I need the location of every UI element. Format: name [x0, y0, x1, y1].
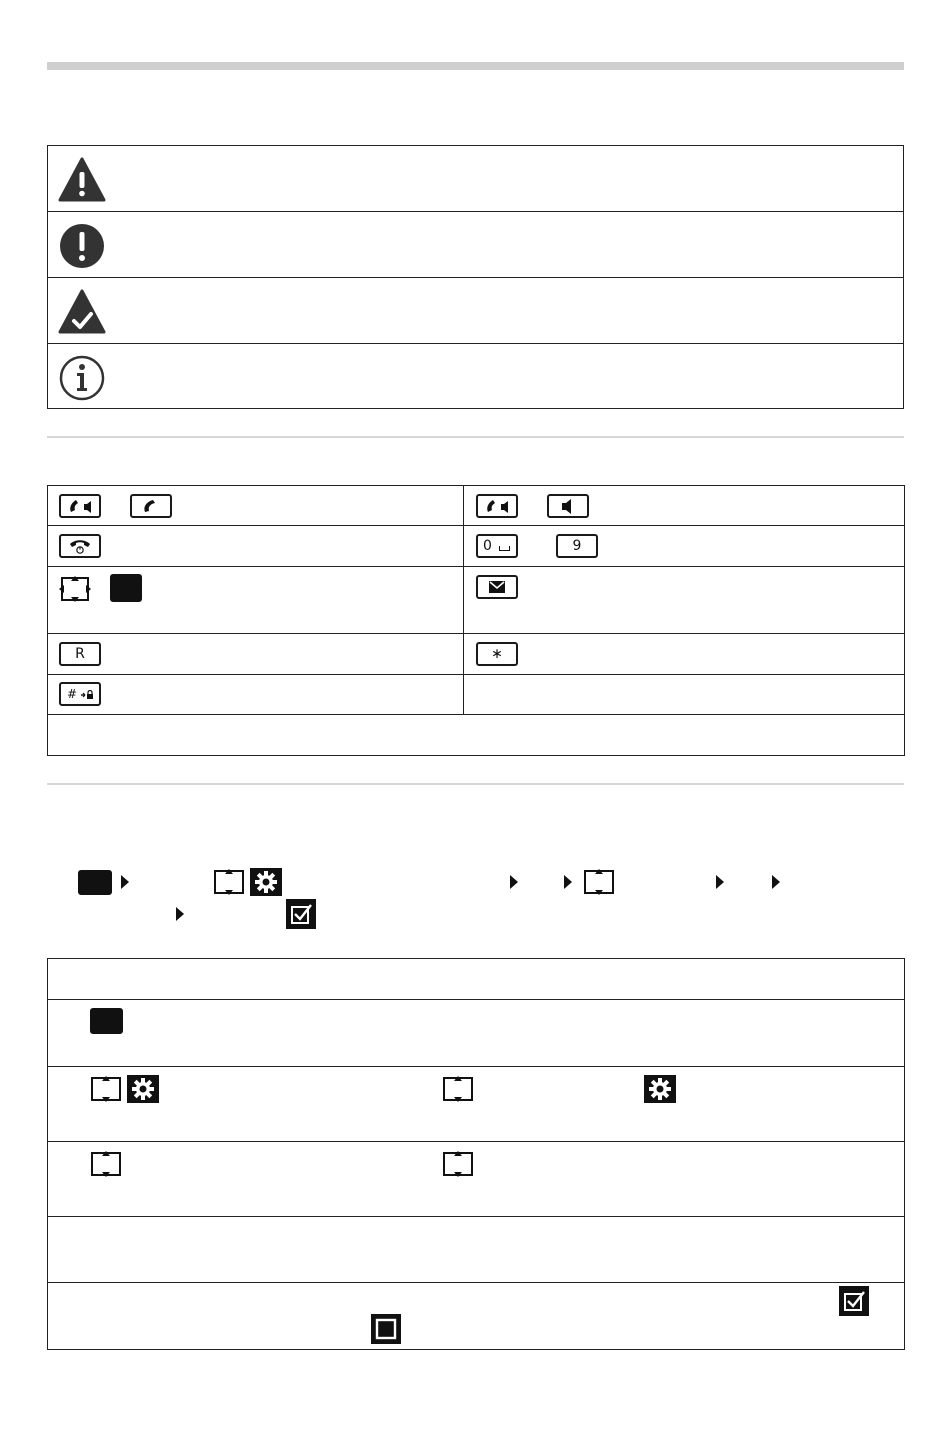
procedure-row [48, 1000, 904, 1067]
important-circle-icon [57, 221, 107, 271]
speaker-key-icon [547, 494, 589, 518]
arrow-right-icon [121, 875, 129, 889]
key-cell [48, 567, 464, 633]
navigation-key-icon [213, 868, 245, 896]
key-cell [48, 634, 464, 674]
key-label: 0 [483, 538, 492, 554]
procedure-row [48, 1067, 904, 1142]
section-rule [47, 436, 904, 438]
menu-key-icon [90, 1008, 123, 1034]
menu-key-icon [78, 870, 112, 895]
key-cell [464, 675, 904, 714]
message-key-icon [476, 575, 518, 599]
talk-key-icon [130, 494, 172, 518]
arrow-right-icon [772, 875, 780, 889]
star-key-icon [476, 642, 518, 666]
notice-row-important [48, 212, 903, 278]
key-row [48, 526, 904, 567]
key-cell [48, 675, 464, 714]
info-circle-icon [57, 353, 107, 403]
settings-gear-icon [250, 868, 282, 896]
navigation-key-icon [583, 868, 615, 896]
key-cell [464, 567, 904, 633]
checkbox-unchecked-icon [371, 1314, 401, 1344]
talk-handsfree-key-icon [59, 494, 101, 518]
key-row [48, 567, 904, 634]
key-cell [48, 526, 464, 566]
arrow-right-icon [716, 875, 724, 889]
key-row [48, 634, 904, 675]
navigation-key-icon [90, 1075, 122, 1103]
arrow-right-icon [510, 875, 518, 889]
key-cell [464, 486, 904, 525]
navigation-key-icon [442, 1150, 474, 1178]
menu-key-icon [110, 574, 142, 602]
arrow-right-icon [564, 875, 572, 889]
navigation-key-icon [90, 1150, 122, 1178]
notice-symbols-table [47, 145, 904, 409]
end-call-key-icon [59, 534, 101, 558]
procedure-row [48, 1142, 904, 1217]
checkbox-checked-icon [286, 899, 316, 929]
key-row [48, 486, 904, 526]
hash-key-icon [59, 682, 101, 706]
check-triangle-icon [57, 287, 107, 337]
warning-triangle-icon [57, 155, 107, 205]
arrow-right-icon [176, 907, 184, 921]
digit-nine-key-icon [556, 534, 598, 558]
notice-row-tip [48, 278, 903, 344]
key-label: ∗ [491, 646, 503, 662]
notice-row-info [48, 344, 903, 410]
key-symbols-table [47, 485, 905, 756]
recall-key-icon [59, 642, 101, 666]
section-rule [47, 783, 904, 785]
checkbox-checked-icon [839, 1286, 869, 1316]
procedure-row [48, 1283, 904, 1349]
lock-icon [80, 690, 94, 700]
key-cell [464, 634, 904, 674]
settings-gear-icon [127, 1075, 159, 1103]
key-label: 9 [572, 538, 582, 554]
notice-row-warning [48, 146, 903, 212]
key-row-footer [48, 715, 904, 755]
key-row [48, 675, 904, 715]
procedure-table [47, 958, 905, 1350]
digit-zero-key-icon [476, 534, 518, 558]
key-label: # [67, 687, 78, 701]
settings-gear-icon [644, 1075, 676, 1103]
navigation-key-icon [58, 575, 92, 603]
procedure-row [48, 1217, 904, 1283]
key-label: R [75, 646, 85, 662]
header-rule [47, 62, 904, 70]
key-cell [48, 486, 464, 525]
key-cell [464, 526, 904, 566]
navigation-key-icon [442, 1075, 474, 1103]
talk-handsfree-key-icon [476, 494, 518, 518]
procedure-row-header [48, 959, 904, 1000]
